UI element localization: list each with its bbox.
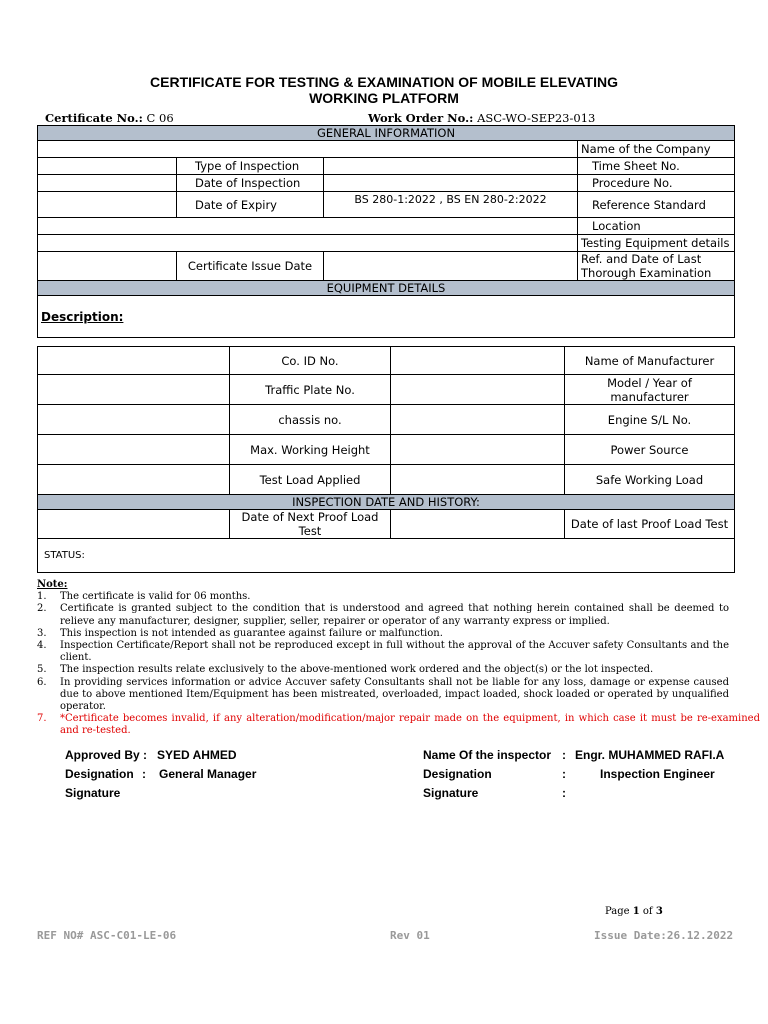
designation-colon: : bbox=[142, 767, 146, 781]
safe-working-load-label: Safe Working Load bbox=[565, 465, 735, 495]
manufacturer-label: Name of Manufacturer bbox=[565, 347, 735, 375]
work-order-value: ASC-WO-SEP23-013 bbox=[477, 111, 596, 125]
blank-cell[interactable] bbox=[38, 375, 230, 405]
inspector-label: Name Of the inspector bbox=[423, 748, 552, 762]
note-item: 6. In providing services information or advice Accuver safety Consultants shall not be liable for any loss, damage or expense caused due to above mentioned Item/Equipment has been mistreated, overloaded, impact loaded, shock loaded or operated by unqualified operator. bbox=[37, 676, 729, 713]
blank-cell[interactable] bbox=[38, 510, 230, 539]
power-source-label: Power Source bbox=[565, 435, 735, 465]
procedure-no-label: Procedure No. bbox=[578, 175, 735, 192]
blank-cell[interactable] bbox=[38, 192, 177, 218]
designation-value: General Manager bbox=[159, 767, 257, 781]
date-of-expiry-label: Date of Expiry bbox=[177, 192, 324, 218]
note-item: 1. The certificate is valid for 06 months. bbox=[37, 591, 251, 603]
approved-by-label: Approved By : bbox=[65, 748, 148, 762]
description-cell[interactable] bbox=[38, 296, 735, 338]
chassis-value[interactable] bbox=[391, 405, 565, 435]
footer-ref-no: REF NO# ASC-C01-LE-06 bbox=[37, 929, 177, 942]
inspector-colon: : bbox=[562, 748, 566, 762]
last-proof-load-label: Date of last Proof Load Test bbox=[565, 510, 735, 539]
note-item: 2. Certificate is granted subject to the condition that is understood and agreed that nothing herein contained shall be deemed to relieve any manufacturer, designer, supplier, seller, repairer or operator of any warranty express or implied. bbox=[37, 603, 729, 627]
test-load-value[interactable] bbox=[391, 465, 565, 495]
inspector-designation-colon: : bbox=[562, 767, 566, 781]
testing-equipment-value-cell[interactable] bbox=[38, 235, 578, 252]
time-sheet-label: Time Sheet No. bbox=[578, 158, 735, 175]
type-of-inspection-label: Type of Inspection bbox=[177, 158, 324, 175]
inspector-designation-value: Inspection Engineer bbox=[600, 767, 715, 781]
document-title-line1: CERTIFICATE FOR TESTING & EXAMINATION OF MOBILE ELEVATING bbox=[150, 74, 618, 90]
designation-label: Designation bbox=[65, 767, 134, 781]
blank-cell[interactable] bbox=[38, 465, 230, 495]
equipment-details-header: EQUIPMENT DETAILS bbox=[38, 281, 735, 296]
blank-cell[interactable] bbox=[38, 175, 177, 192]
model-year-label: Model / Year of manufacturer bbox=[565, 375, 735, 405]
notes-heading: Note: bbox=[37, 579, 68, 590]
note-item: 4. Inspection Certificate/Report shall not be reproduced except in full without the approval of the Accuver safety Consultants and the client. bbox=[37, 640, 729, 664]
company-label: Name of the Company bbox=[578, 141, 735, 158]
note-item: 5. The inspection results relate exclusively to the above-mentioned work ordered and the object(s) or the lot inspected. bbox=[37, 664, 654, 676]
blank-cell[interactable] bbox=[38, 435, 230, 465]
description-label: Description: bbox=[41, 309, 124, 324]
equipment-details-table bbox=[37, 346, 735, 573]
max-working-height-value[interactable] bbox=[391, 435, 565, 465]
certificate-number-label: Certificate No.: bbox=[45, 111, 143, 125]
next-proof-load-value[interactable] bbox=[391, 510, 565, 539]
company-value-cell[interactable] bbox=[38, 141, 578, 158]
type-of-inspection-value[interactable] bbox=[324, 158, 578, 175]
engine-sl-label: Engine S/L No. bbox=[565, 405, 735, 435]
date-of-inspection-label: Date of Inspection bbox=[177, 175, 324, 192]
blank-cell[interactable] bbox=[38, 347, 230, 375]
document-title-line2: WORKING PLATFORM bbox=[309, 90, 459, 106]
page-number: Page 1 of 3 bbox=[605, 906, 663, 917]
approved-by-value: SYED AHMED bbox=[157, 748, 237, 762]
footer-revision: Rev 01 bbox=[390, 929, 430, 942]
work-order-label: Work Order No.: bbox=[368, 111, 474, 125]
ref-last-exam-label: Ref. and Date of Last Thorough Examination bbox=[578, 252, 735, 281]
certificate-issue-date-label: Certificate Issue Date bbox=[177, 252, 324, 281]
test-load-label: Test Load Applied bbox=[230, 465, 391, 495]
co-id-label: Co. ID No. bbox=[230, 347, 391, 375]
inspection-history-header: INSPECTION DATE AND HISTORY: bbox=[38, 495, 735, 510]
certificate-number bbox=[45, 111, 174, 125]
max-working-height-label: Max. Working Height bbox=[230, 435, 391, 465]
inspector-designation-label: Designation bbox=[423, 767, 492, 781]
blank-cell[interactable] bbox=[38, 252, 177, 281]
location-value-cell[interactable] bbox=[38, 218, 578, 235]
blank-cell[interactable] bbox=[38, 158, 177, 175]
blank-cell[interactable] bbox=[38, 405, 230, 435]
inspector-signature-colon: : bbox=[562, 786, 566, 800]
note-item-warning: 7. *Certificate becomes invalid, if any alteration/modification/major repair made on the equipment, in which case it must be re-examined and re-tested. bbox=[37, 713, 760, 737]
status-cell[interactable] bbox=[38, 539, 735, 573]
notes-section bbox=[37, 579, 767, 738]
certificate-issue-date-value[interactable] bbox=[324, 252, 578, 281]
traffic-plate-value[interactable] bbox=[391, 375, 565, 405]
general-information-table bbox=[37, 125, 735, 338]
traffic-plate-label: Traffic Plate No. bbox=[230, 375, 391, 405]
certificate-number-value: C 06 bbox=[146, 111, 174, 125]
footer-issue-date: Issue Date:26.12.2022 bbox=[594, 929, 734, 942]
date-of-inspection-value[interactable] bbox=[324, 175, 578, 192]
next-proof-load-label: Date of Next Proof Load Test bbox=[230, 510, 391, 539]
co-id-value[interactable] bbox=[391, 347, 565, 375]
inspector-value: Engr. MUHAMMED RAFI.A bbox=[575, 748, 725, 762]
testing-equipment-label: Testing Equipment details bbox=[578, 235, 735, 252]
signature-label: Signature bbox=[65, 786, 121, 800]
notes-list bbox=[37, 591, 767, 737]
reference-standard-value: BS 280-1:2022 , BS EN 280-2:2022 bbox=[324, 192, 578, 218]
inspector-signature-label: Signature bbox=[423, 786, 479, 800]
location-label: Location bbox=[578, 218, 735, 235]
note-item: 3. This inspection is not intended as guarantee against failure or malfunction. bbox=[37, 627, 443, 639]
status-label: STATUS: bbox=[44, 549, 85, 561]
work-order-number bbox=[368, 111, 595, 125]
reference-standard-label: Reference Standard bbox=[578, 192, 735, 218]
chassis-label: chassis no. bbox=[230, 405, 391, 435]
general-information-header: GENERAL INFORMATION bbox=[38, 126, 735, 141]
